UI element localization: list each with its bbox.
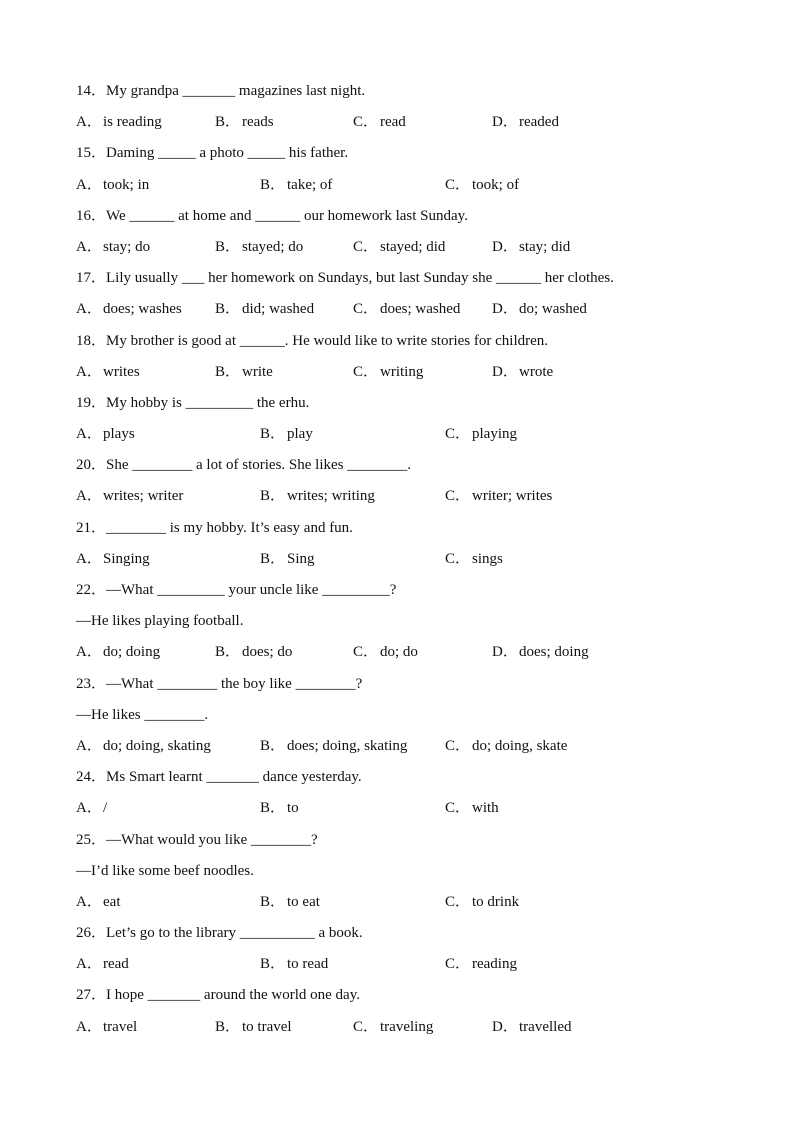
option-label: A．	[76, 363, 102, 380]
option-c	[353, 357, 423, 388]
option-c	[445, 793, 499, 824]
question-text: ________ is my hobby. It’s easy and fun.	[106, 519, 353, 536]
option-label: C．	[353, 114, 379, 131]
option-label: A．	[76, 550, 102, 567]
question-number: 20．	[76, 457, 107, 474]
option-text: travel	[103, 1018, 138, 1035]
option-text: sings	[472, 550, 503, 567]
option-text: readed	[519, 114, 559, 131]
option-label: B．	[260, 488, 286, 505]
options-row	[76, 357, 756, 388]
question-text: My brother is good at ______. He would like to write stories for children.	[106, 332, 549, 349]
option-label: C．	[445, 737, 471, 754]
option-a	[76, 357, 140, 388]
option-a	[76, 793, 107, 824]
option-label: C．	[353, 238, 379, 255]
question-text: —What would you like ________?	[106, 831, 318, 848]
option-label: C．	[353, 301, 379, 318]
question-number: 26．	[76, 925, 107, 942]
question-stem	[76, 450, 756, 481]
question-stem	[76, 669, 756, 700]
question-number: 19．	[76, 394, 107, 411]
question-stem	[76, 138, 756, 169]
option-label: A．	[76, 426, 102, 443]
question-number: 17．	[76, 270, 107, 287]
question-stem	[76, 980, 756, 1011]
option-a	[76, 419, 135, 450]
option-text: do; doing	[103, 644, 161, 661]
option-text: plays	[103, 426, 135, 443]
option-b	[215, 357, 273, 388]
question-stem	[76, 825, 756, 856]
question-number: 14．	[76, 83, 107, 99]
options-row	[76, 1012, 756, 1043]
option-c	[353, 107, 406, 138]
question-stem	[76, 918, 756, 949]
option-label: B．	[215, 1018, 241, 1035]
option-label: C．	[445, 426, 471, 443]
option-a	[76, 294, 182, 325]
option-text: does; doing	[519, 644, 589, 661]
question-stem	[76, 76, 756, 107]
option-label: A．	[76, 176, 102, 193]
option-c	[445, 419, 517, 450]
options-row	[76, 170, 756, 201]
options-row	[76, 949, 756, 980]
question-text: Let’s go to the library __________ a book.	[106, 925, 363, 942]
option-text: does; do	[242, 644, 293, 661]
option-text: Sing	[287, 550, 315, 567]
options-row	[76, 887, 756, 918]
option-label: B．	[215, 363, 241, 380]
option-b	[215, 637, 292, 668]
question-stem	[76, 388, 756, 419]
option-text: stayed; do	[242, 238, 304, 255]
option-label: C．	[353, 363, 379, 380]
option-b	[260, 481, 375, 512]
option-c	[353, 294, 460, 325]
option-label: A．	[76, 893, 102, 910]
option-text: read	[380, 114, 406, 131]
question-text: She ________ a lot of stories. She likes ________.	[106, 457, 411, 474]
option-label: B．	[260, 426, 286, 443]
options-row	[76, 793, 756, 824]
option-text: writes	[103, 363, 140, 380]
options-row	[76, 637, 756, 668]
question-text: Daming _____ a photo _____ his father.	[106, 145, 349, 162]
option-text: to drink	[472, 893, 520, 910]
option-a	[76, 481, 183, 512]
option-b	[260, 170, 332, 201]
option-c	[353, 1012, 433, 1043]
option-text: reading	[472, 956, 517, 973]
option-text: does; washed	[380, 301, 461, 318]
option-a	[76, 887, 120, 918]
question-number: 24．	[76, 769, 107, 786]
question-text: I hope _______ around the world one day.	[106, 987, 360, 1004]
option-text: to eat	[287, 893, 320, 910]
option-label: C．	[445, 956, 471, 973]
option-label: C．	[445, 176, 471, 193]
option-label: B．	[260, 800, 286, 817]
option-text: /	[103, 800, 108, 817]
option-c	[445, 481, 552, 512]
option-d	[492, 637, 589, 668]
question-stem	[76, 201, 756, 232]
option-text: do; do	[380, 644, 418, 661]
option-label: C．	[445, 550, 471, 567]
option-text: with	[472, 800, 499, 817]
question-number: 22．	[76, 582, 107, 598]
option-b	[260, 419, 313, 450]
option-a	[76, 1012, 137, 1043]
option-label: D．	[492, 363, 518, 380]
option-text: do; doing, skating	[103, 737, 211, 754]
option-label: B．	[260, 893, 286, 910]
question-stem	[76, 575, 756, 606]
question-text: Lily usually ___ her homework on Sundays, but last Sunday she ______ her clothes.	[106, 270, 614, 287]
option-d	[492, 357, 553, 388]
option-label: B．	[215, 301, 241, 318]
option-text: writer; writes	[472, 488, 553, 505]
options-row	[76, 294, 756, 325]
question-number: 18．	[76, 332, 107, 349]
question-number: 16．	[76, 207, 107, 224]
question-stem	[76, 263, 756, 294]
option-text: writes; writing	[287, 488, 375, 505]
option-text: write	[242, 363, 273, 380]
option-b	[215, 107, 274, 138]
option-label: B．	[215, 238, 241, 255]
option-label: A．	[76, 644, 102, 661]
option-text: wrote	[519, 363, 554, 380]
option-text: to	[287, 800, 299, 817]
option-label: A．	[76, 238, 102, 255]
question-text: —What ________ the boy like ________?	[106, 675, 363, 692]
option-text: reads	[242, 114, 274, 131]
question-text: —What _________ your uncle like _________?	[106, 582, 397, 598]
option-a	[76, 544, 150, 575]
option-text: play	[287, 426, 313, 443]
option-d	[492, 232, 570, 263]
option-b	[260, 731, 407, 762]
question-text: Ms Smart learnt _______ dance yesterday.	[106, 769, 362, 786]
question-list	[76, 76, 756, 1043]
option-label: D．	[492, 1018, 518, 1035]
option-text: traveling	[380, 1018, 434, 1035]
option-text: stay; do	[103, 238, 151, 255]
option-text: took; in	[103, 176, 150, 193]
options-row	[76, 107, 756, 138]
options-row	[76, 731, 756, 762]
option-b	[260, 949, 328, 980]
option-text: read	[103, 956, 129, 973]
option-b	[215, 232, 303, 263]
option-label: A．	[76, 1018, 102, 1035]
option-label: B．	[260, 176, 286, 193]
option-text: Singing	[103, 550, 150, 567]
question-number: 15．	[76, 145, 107, 162]
option-text: is reading	[103, 114, 162, 131]
option-label: B．	[215, 644, 241, 661]
option-text: does; doing, skating	[287, 737, 408, 754]
option-text: took; of	[472, 176, 520, 193]
option-label: D．	[492, 301, 518, 318]
question-number: 23．	[76, 675, 107, 692]
option-label: C．	[445, 893, 471, 910]
options-row	[76, 481, 756, 512]
option-b	[260, 544, 315, 575]
option-text: writes; writer	[103, 488, 184, 505]
option-label: C．	[353, 1018, 379, 1035]
question-stem	[76, 762, 756, 793]
option-label: B．	[215, 114, 241, 131]
option-text: stayed; did	[380, 238, 446, 255]
option-b	[260, 793, 299, 824]
option-label: B．	[260, 956, 286, 973]
option-label: A．	[76, 800, 102, 817]
question-number: 21．	[76, 519, 107, 536]
option-label: A．	[76, 737, 102, 754]
option-label: C．	[353, 644, 379, 661]
option-text: does; washes	[103, 301, 182, 318]
option-text: to travel	[242, 1018, 292, 1035]
option-label: D．	[492, 238, 518, 255]
option-label: D．	[492, 114, 518, 131]
option-text: travelled	[519, 1018, 572, 1035]
option-text: did; washed	[242, 301, 315, 318]
question-text: We ______ at home and ______ our homework last Sunday.	[106, 207, 468, 224]
option-text: take; of	[287, 176, 333, 193]
option-text: writing	[380, 363, 424, 380]
option-label: B．	[260, 737, 286, 754]
option-text: do; washed	[519, 301, 587, 318]
option-text: playing	[472, 426, 517, 443]
option-text: stay; did	[519, 238, 571, 255]
option-c	[445, 731, 567, 762]
option-text: to read	[287, 956, 329, 973]
dialogue-line: —I’d like some beef noodles.	[76, 862, 254, 879]
option-text: eat	[103, 893, 121, 910]
option-c	[445, 887, 519, 918]
options-row	[76, 544, 756, 575]
option-d	[492, 107, 559, 138]
option-c	[445, 949, 517, 980]
question-stem	[76, 326, 756, 357]
option-label: D．	[492, 644, 518, 661]
option-a	[76, 107, 162, 138]
option-c	[353, 232, 445, 263]
options-row	[76, 419, 756, 450]
option-label: A．	[76, 301, 102, 318]
option-text: do; doing, skate	[472, 737, 568, 754]
option-d	[492, 1012, 571, 1043]
question-text: My grandpa _______ magazines last night.	[106, 83, 366, 99]
option-a	[76, 731, 211, 762]
question-number: 25．	[76, 831, 107, 848]
question-number: 27．	[76, 987, 107, 1004]
option-b	[215, 1012, 292, 1043]
question-stem	[76, 513, 756, 544]
dialogue-line: —He likes playing football.	[76, 613, 244, 630]
option-a	[76, 170, 149, 201]
option-label: A．	[76, 114, 102, 131]
option-label: C．	[445, 488, 471, 505]
option-c	[445, 170, 519, 201]
option-label: A．	[76, 488, 102, 505]
option-a	[76, 232, 150, 263]
option-label: C．	[445, 800, 471, 817]
options-row	[76, 232, 756, 263]
option-d	[492, 294, 587, 325]
option-a	[76, 949, 129, 980]
option-b	[260, 887, 320, 918]
dialogue-line: —He likes ________.	[76, 706, 209, 723]
option-label: A．	[76, 956, 102, 973]
option-label: B．	[260, 550, 286, 567]
option-c	[353, 637, 418, 668]
option-b	[215, 294, 314, 325]
question-text: My hobby is _________ the erhu.	[106, 394, 310, 411]
option-c	[445, 544, 503, 575]
option-a	[76, 637, 160, 668]
